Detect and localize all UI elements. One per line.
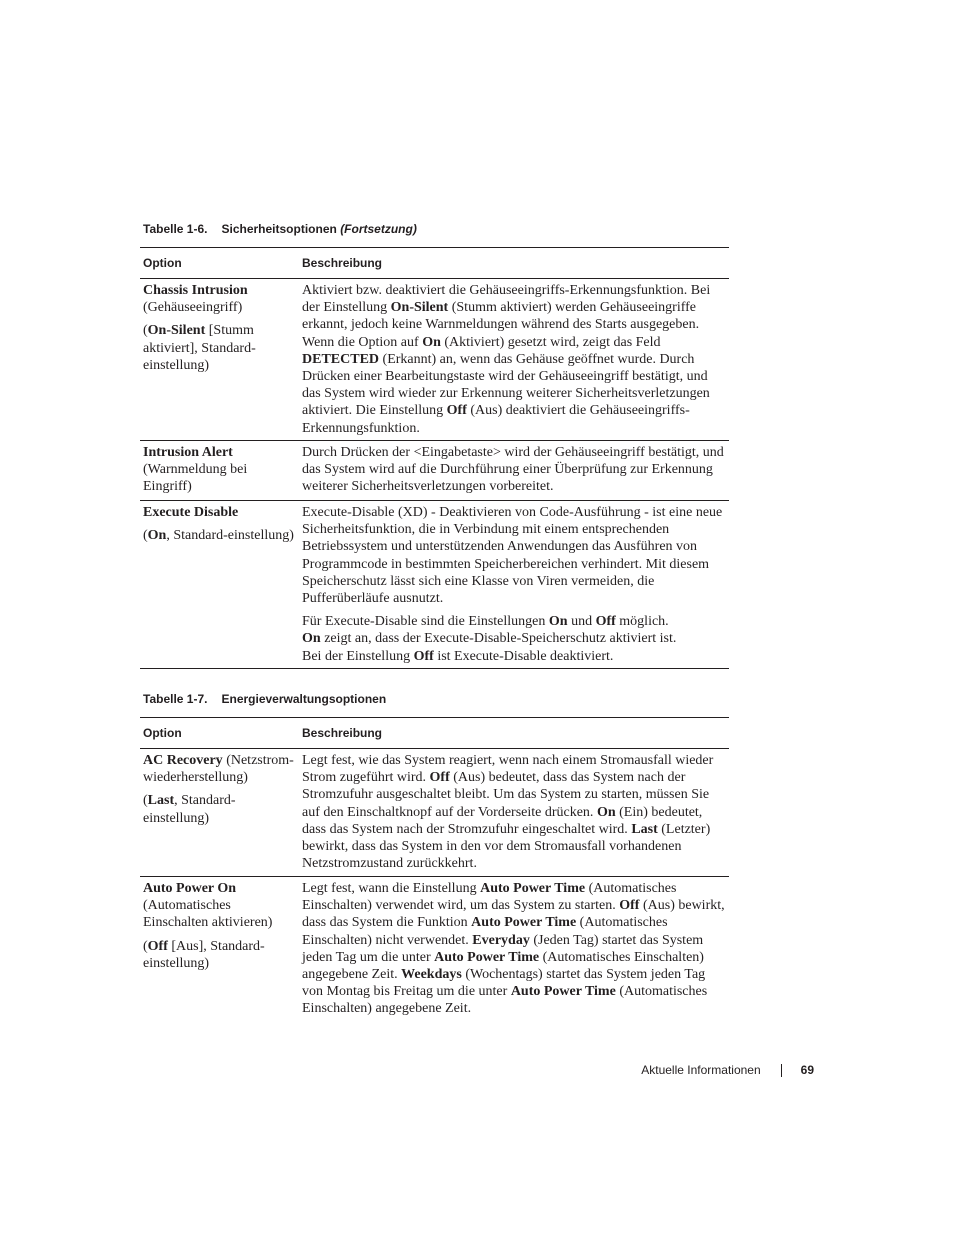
table-header-row: [140, 717, 729, 749]
bold-term: Off: [595, 614, 616, 630]
bold-term: On: [302, 631, 321, 647]
bold-term: Weekdays: [401, 967, 462, 983]
option-cell: [143, 444, 299, 502]
description-text: Aktiviert bzw. deaktiviert die Gehäuseeingriffs-Erkennungsfunktion. Bei der Einstellung On-Silent (Stumm aktiviert) werden Gehäuseeingriffe erkannt, jedoch keine Warnmeldungen während des Starts ausgegeben. Wenn die Option auf On (Aktiviert) gesetzt wird, zeigt das Feld DETECTED (Erkannt) an, wenn das Gehäuse geöffnet wurde. Durch Drücken einer Bearbeitungstaste wird der Gehäuseeingriff bestätigt, und das System wird wieder zur Erkennung weiterer Sicherheitsverletzungen aktiviert. Die Einstellung Off (Aus) deaktiviert die Gehäuseeingriffs-Erkennungsfunktion.: [302, 283, 711, 436]
option-default-paren: (: [143, 938, 148, 954]
footer-divider: [781, 1064, 782, 1077]
bold-term: Auto Power Time: [480, 881, 586, 896]
table-7-title: Energieverwaltungsoptionen: [221, 692, 387, 706]
description-cell: [302, 504, 726, 671]
bold-term: Off: [413, 648, 434, 664]
bold-term: On: [596, 804, 616, 820]
bold-term: On-Silent: [390, 300, 449, 316]
column-header-option: Option: [143, 256, 182, 270]
option-cell: [143, 752, 299, 833]
bold-term: Auto Power Time: [510, 984, 616, 1000]
option-name: Auto Power On: [143, 881, 237, 896]
description-cell: [302, 444, 726, 502]
table-7: [140, 717, 729, 1022]
table-6-title: Sicherheitsoptionen: [221, 222, 337, 236]
option-name: Intrusion Alert: [143, 445, 233, 460]
column-header-description: Beschreibung: [302, 256, 383, 270]
bold-term: Off: [619, 898, 640, 914]
footer-section-title: Aktuelle Informationen: [641, 1063, 761, 1077]
table-row: [140, 877, 729, 1022]
description-settings-text: Für Execute-Disable sind die Einstellungen On und Off möglich. On zeigt an, dass der Execute-Disable-Speicherschutz aktiviert ist. Bei der Einstellung Off ist Execute-Disable deaktiviert.: [302, 614, 677, 664]
option-cell: [143, 282, 299, 380]
table-7-label: Tabelle 1-7.: [143, 692, 208, 706]
option-default-value: On: [147, 528, 167, 544]
bold-term: On: [422, 334, 441, 350]
column-header-description: Beschreibung: [302, 726, 383, 740]
option-translation: (Netzstrom-wiederherstellung): [143, 753, 294, 786]
description-text: Durch Drücken der <Eingabetaste> wird der Gehäuseeingriff bestätigt, und das System wird auf die Durchführung einer Überprüfung zur Erkennung weiterer Sicherheitsverletzungen vorbereitet.: [302, 445, 724, 495]
bold-term: On: [548, 614, 568, 630]
table-row: [140, 279, 729, 441]
page-number: 69: [800, 1063, 814, 1077]
option-default-value: Last: [147, 793, 175, 809]
description-cell: [302, 880, 726, 1024]
table-row: [140, 749, 729, 877]
table-6-continued: (Fortsetzung): [340, 222, 417, 236]
table-row: [140, 441, 729, 501]
option-translation: (Automatisches Einschalten aktivieren): [143, 898, 273, 931]
option-default-value: Off: [147, 938, 168, 954]
bold-term: Everyday: [472, 932, 530, 948]
option-name: AC Recovery: [143, 753, 223, 768]
option-name: Execute Disable: [143, 505, 239, 520]
option-default-paren: (: [143, 528, 148, 544]
option-name: Chassis Intrusion: [143, 283, 248, 298]
table-7-caption: [143, 692, 386, 706]
option-translation: (Warnmeldung bei Eingriff): [143, 462, 248, 495]
table-6-caption: [143, 222, 417, 236]
description-cell: [302, 282, 726, 443]
column-header-option: Option: [143, 726, 182, 740]
table-header-row: [140, 247, 729, 279]
bold-term: Off: [429, 770, 450, 786]
bold-term: DETECTED: [302, 351, 380, 367]
option-cell: [143, 880, 299, 978]
option-default-text: , Standard-einstellung): [143, 793, 236, 826]
table-6-label: Tabelle 1-6.: [143, 222, 208, 236]
option-default-text: [Aus], Standard-einstellung): [143, 938, 265, 971]
description-cell: [302, 752, 726, 878]
option-cell: [143, 504, 299, 550]
description-text: Execute-Disable (XD) - Deaktivieren von Code-Ausführung - ist eine neue Sicherheitsfunktion, die in Verbindung mit einem entsprechenden Betriebssystem und unterstützenden Anwendungen das Ausführen von Programmcode in bestimmten Speicherbereichen verhindert. Mit diesem Speicherschutz lässt sich eine Klasse von Viren vermeiden, die Pufferüberläufe ausnutzt.: [302, 505, 723, 607]
option-default-text: [Stumm aktiviert], Standard-einstellung): [143, 323, 256, 373]
description-text: Legt fest, wie das System reagiert, wenn nach einem Stromausfall wieder Strom zugeführt wird. Off (Aus) bedeutet, dass das System nach der Stromzufuhr ausgeschaltet bleibt. Um das System zu starten, müssen Sie auf den Einschaltknopf auf der Vorderseite drücken. On (Ein) bedeutet, dass das System nach der Stromzufuhr eingeschaltet wird. Last (Letzter) bewirkt, dass das System in den vor dem Stromausfall vorhandenen Netzstromzustand zurückkehrt.: [302, 753, 714, 872]
description-text: Legt fest, wann die Einstellung Auto Power Time (Automatisches Einschalten) verwendet wird, um das System zu starten. Off (Aus) bewirkt, dass das System die Funktion Auto Power Time (Automatisches Einschalten) nicht verwendet. Everyday (Jeden Tag) startet das System jeden Tag um die unter Auto Power Time (Automatisches Einschalten) angegebene Zeit. Weekdays (Wochentags) startet das System jeden Tag von Montag bis Freitag um die unter Auto Power Time (Automatisches Einschalten) angegebene Zeit.: [302, 881, 725, 1017]
table-row: [140, 501, 729, 669]
bold-term: Last: [631, 821, 658, 837]
bold-term: Auto Power Time: [471, 915, 577, 931]
option-default-paren: (: [143, 323, 148, 339]
table-6: [140, 247, 729, 669]
option-translation: (Gehäuseeingriff): [143, 300, 243, 316]
bold-term: Off: [446, 403, 467, 419]
bold-term: Auto Power Time: [434, 949, 540, 965]
option-default-text: , Standard-einstellung): [166, 528, 294, 544]
option-default-value: On-Silent: [147, 323, 206, 339]
option-default-paren: (: [143, 793, 148, 809]
page-footer: [632, 1063, 814, 1077]
